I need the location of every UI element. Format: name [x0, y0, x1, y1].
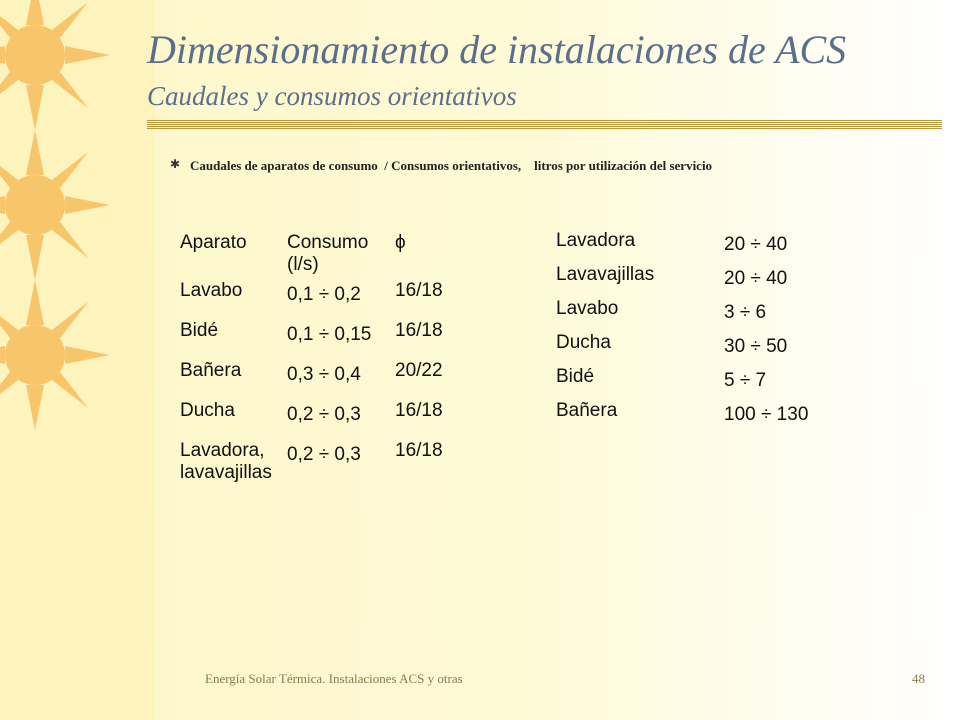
bullet-text: Caudales de aparatos de consumo / Consumos orientativos, litros por utilización del servicio — [190, 158, 713, 173]
table-header-aparato: Aparato — [180, 232, 247, 253]
page-number: 48 — [912, 671, 925, 686]
table-cell: 20 ÷ 40 — [724, 234, 788, 255]
table-cell: 0,3 ÷ 0,4 — [287, 364, 361, 385]
slide-title: Dimensionamiento de instalaciones de ACS — [147, 27, 847, 72]
table-cell: 16/18 — [395, 440, 443, 461]
table-cell: 0,2 ÷ 0,3 — [287, 404, 361, 425]
table-cell: 0,2 ÷ 0,3 — [287, 444, 361, 465]
table-cell: 0,1 ÷ 0,2 — [287, 284, 361, 305]
title-divider — [147, 120, 942, 130]
table-cell: Lavavajillas — [556, 264, 655, 285]
sun-icon — [0, 130, 110, 280]
footer-text: Energía Solar Térmica. Instalaciones ACS y otras — [205, 671, 463, 686]
table-cell: 100 ÷ 130 — [724, 404, 809, 425]
table-cell: Bañera — [180, 360, 242, 381]
table-cell: Bañera — [556, 400, 618, 421]
asterisk-bullet-icon: ✱ — [170, 157, 181, 171]
table-cell: 30 ÷ 50 — [724, 336, 788, 357]
table-cell: 0,1 ÷ 0,15 — [287, 324, 372, 345]
table-cell: 16/18 — [395, 400, 443, 421]
sun-icon — [0, 0, 110, 130]
table-cell: 3 ÷ 6 — [724, 302, 767, 323]
table-cell: Lavadora, lavavajillas — [180, 440, 272, 483]
table-cell: Lavadora — [556, 230, 636, 251]
table-cell: 20 ÷ 40 — [724, 268, 788, 289]
table-cell: 20/22 — [395, 360, 443, 381]
table-cell: Lavabo — [180, 280, 243, 301]
table-cell: 5 ÷ 7 — [724, 370, 767, 391]
table-cell: Bidé — [180, 320, 219, 341]
table-cell: Ducha — [556, 332, 611, 353]
table-header-diameter: ϕ — [395, 232, 406, 253]
table-cell: Bidé — [556, 366, 595, 387]
sun-icon — [0, 280, 110, 430]
slide-subtitle: Caudales y consumos orientativos — [147, 81, 517, 111]
table-header-consumo: Consumo (l/s) — [287, 232, 369, 275]
table-cell: 16/18 — [395, 280, 443, 301]
table-cell: Lavabo — [556, 298, 619, 319]
table-cell: 16/18 — [395, 320, 443, 341]
table-cell: Ducha — [180, 400, 235, 421]
